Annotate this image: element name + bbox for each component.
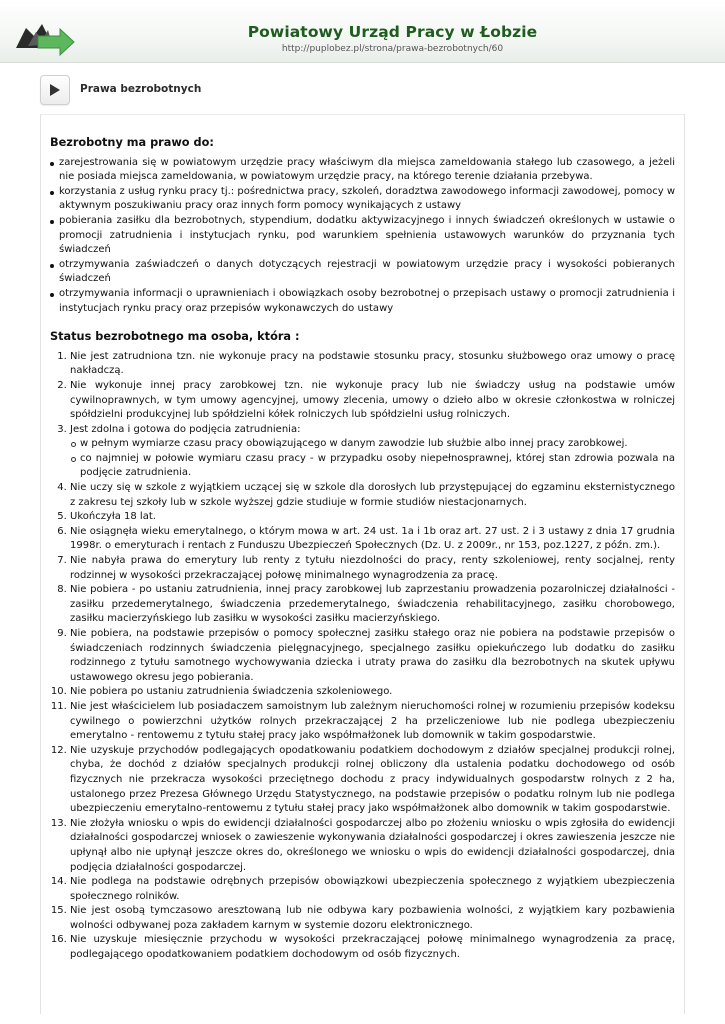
list-item: 13. Nie złożyła wniosku o wpis do ewidencji działalności gospodarczej albo po złożeniu wniosku o wpis zgłosiła do ewidencji działalności gospodarczej wniosek o zawieszenie wykonywania działalności gospodarczej i okres zawieszenia jeszcze nie upłynął albo nie upłynął jeszcze okres do, określonego we wniosku o wpis do ewidencji działalności gospodarczej, dnia podjęcia działalności gospodarczej. [70,817,675,875]
site-url: http://puplobez.pl/strona/prawa-bezrobotnych/60 [281,44,504,54]
list-item: 14. Nie podlega na podstawie odrębnych przepisów obowiązkowi ubezpieczenia społecznego z wyjątkiem ubezpieczenia społecznego rolników. [70,875,675,904]
sub-list [70,437,675,481]
rights-heading: Bezrobotny ma prawo do: [50,136,214,149]
list-item: 1. Nie jest zatrudniona tzn. nie wykonuje pracy na podstawie stosunku pracy, stosunku służbowego oraz umowy o pracę nakładczą. [70,350,675,379]
status-heading: Status bezrobotnego ma osoba, która : [50,330,300,344]
list-item [70,423,675,481]
site-header [0,0,725,63]
list-item: otrzymywania informacji o uprawnieniach i obowiązkach osoby bezrobotnej o przepisach ustawy o promocji zatrudnienia i instytucjach rynku pracy oraz przepisów wykonawczych do ustawy [49,287,675,316]
back-button[interactable] [40,75,70,105]
list-item: 15. Nie jest osobą tymczasowo aresztowaną lub nie odbywa kary pozbawienia wolności, z wyjątkiem kary pozbawienia wolności odbywanej poza zakładem karnym w systemie dozoru elektronicznego. [70,904,675,933]
list-item: 11. Nie jest właścicielem lub posiadaczem samoistnym lub zależnym nieruchomości rolnej w rozumieniu przepisów kodeksu cywilnego o powierzchni użytków rolnych przekraczającej 2 ha przeliczeniowe lub nie podlega ubezpieczeniu emerytalno - rentowemu z tytułu stałej pracy jako współmałżonek lub domownik w takim gospodarstwie. [70,700,675,744]
status-list [49,350,675,963]
breadcrumb [40,75,685,107]
sub-list-item: co najmniej w połowie wymiaru czasu pracy - w przypadku osoby niepełnosprawnej, której stan zdrowia pozwala na podjęcie zatrudnienia. [70,452,675,481]
list-item: 6. Nie osiągnęła wieku emerytalnego, o którym mowa w art. 24 ust. 1a i 1b oraz art. 27 ust. 2 i 3 ustawy z dnia 17 grudnia 1998r. o emeryturach i rentach z Funduszu Ubezpieczeń Społecznych (Dz. U. z 2009r., nr 153, poz.1227, z późn. zm.). [70,525,675,554]
list-item: 10. Nie pobiera po ustaniu zatrudnienia świadczenia szkoleniowego. [70,685,675,700]
rights-list [49,156,675,317]
list-item: 2. Nie wykonuje innej pracy zarobkowej tzn. nie wykonuje pracy lub nie świadczy usług na podstawie umów cywilnoprawnych, w tym umowy agencyjnej, umowy zlecenia, umowy o dzieło albo w okresie członkostwa w rolniczej spółdzielni produkcyjnej lub spółdzielni kółek rolniczych lub spółdzielni usług rolniczych. [70,379,675,423]
list-item: 5. Ukończyła 18 lat. [70,510,675,525]
sub-list-item: w pełnym wymiarze czasu pracy obowiązującego w danym zawodzie lub służbie albo innej pracy zarobkowej. [70,437,675,452]
site-title[interactable]: Powiatowy Urząd Pracy w Łobzie [247,23,538,41]
list-item: 16. Nie uzyskuje miesięcznie przychodu w wysokości przekraczającej połowę minimalnego wynagrodzenia za pracę, podlegającego opodatkowaniem podatkiem dochodowym od osób fizycznych. [70,933,675,962]
list-item: 9. Nie pobiera, na podstawie przepisów o pomocy społecznej zasiłku stałego oraz nie pobiera na podstawie przepisów o świadczeniach rodzinnych świadczenia pielęgnacyjnego, specjalnego zasiłku opiekuńczego lub dodatku do zasiłku rodzinnego z tytułu samotnego wychowywania dziecka i utraty prawa do zasiłku dla bezrobotnych na skutek upływu ustawowego okresu jego pobierania. [70,627,675,685]
list-item: 7. Nie nabyła prawa do emerytury lub renty z tytułu niezdolności do pracy, renty szkoleniowej, renty socjalnej, renty rodzinnej w wysokości przekraczającej połowę minimalnego wynagrodzenia za pracę. [70,554,675,583]
list-item: 12. Nie uzyskuje przychodów podlegających opodatkowaniu podatkiem dochodowym z działów specjalnej produkcji rolnej, chyba, że dochód z działów specjalnych produkcji rolnej obliczony dla ustalenia podatku dochodowego od osób fizycznych nie przekracza wysokości przeciętnego dochodu z pracy indywidualnych gospodarstw rolnych z 2 ha, ustalonego przez Prezesa Głównego Urzędu Statystycznego, na podstawie przepisów o podatku rolnym lub nie podlega ubezpieczeniu emerytalno-rentowemu z tytułu stałej pracy jako współmałżonek albo domownik w takim gospodarstwie. [70,744,675,817]
list-item: 8. Nie pobiera - po ustaniu zatrudnienia, innej pracy zarobkowej lub zaprzestaniu prowadzenia pozarolniczej działalności - zasiłku przedemerytalnego, świadczenia przedemerytalnego, świadczenia rehabilitacyjnego, zasiłku chorobowego, zasiłku macierzyńskiego lub zasiłku w wysokości zasiłku macierzyńskiego. [70,583,675,627]
list-item: korzystania z usług rynku pracy tj.: pośrednictwa pracy, szkoleń, doradztwa zawodowego informacji zawodowej, pomocy w aktywnym poszukiwaniu pracy oraz innych form pomocy wynikających z ustawy [49,185,675,214]
list-item: zarejestrowania się w powiatowym urzędzie pracy właściwym dla miejsca zameldowania stałego lub czasowego, a jeżeli nie posiada miejsca zameldowania, w powiatowym urzędzie pracy, na którego terenie działania przebywa. [49,156,675,185]
list-item: pobierania zasiłku dla bezrobotnych, stypendium, dodatku aktywizacyjnego i innych świadczeń określonych w ustawie o promocji zatrudnienia i instytucjach rynku, pod warunkiem spełnienia ustawowych warunków do przyznania tych świadczeń [49,214,675,258]
play-arrow-icon [49,83,61,97]
list-item-text: Jest zdolna i gotowa do podjęcia zatrudnienia: [70,423,301,435]
list-item: 4. Nie uczy się w szkole z wyjątkiem uczącej się w szkole dla dorosłych lub przystępującej do egzaminu eksternistycznego z zakresu tej szkoły lub w szkole wyższej gdzie studiuje w formie studiów niestacjonarnych. [70,481,675,510]
page-title: Prawa bezrobotnych [80,83,202,95]
article-content [49,136,675,963]
list-item: otrzymywania zaświadczeń o danych dotyczących rejestracji w powiatowym urzędzie pracy i wysokości pobieranych świadczeń [49,258,675,287]
